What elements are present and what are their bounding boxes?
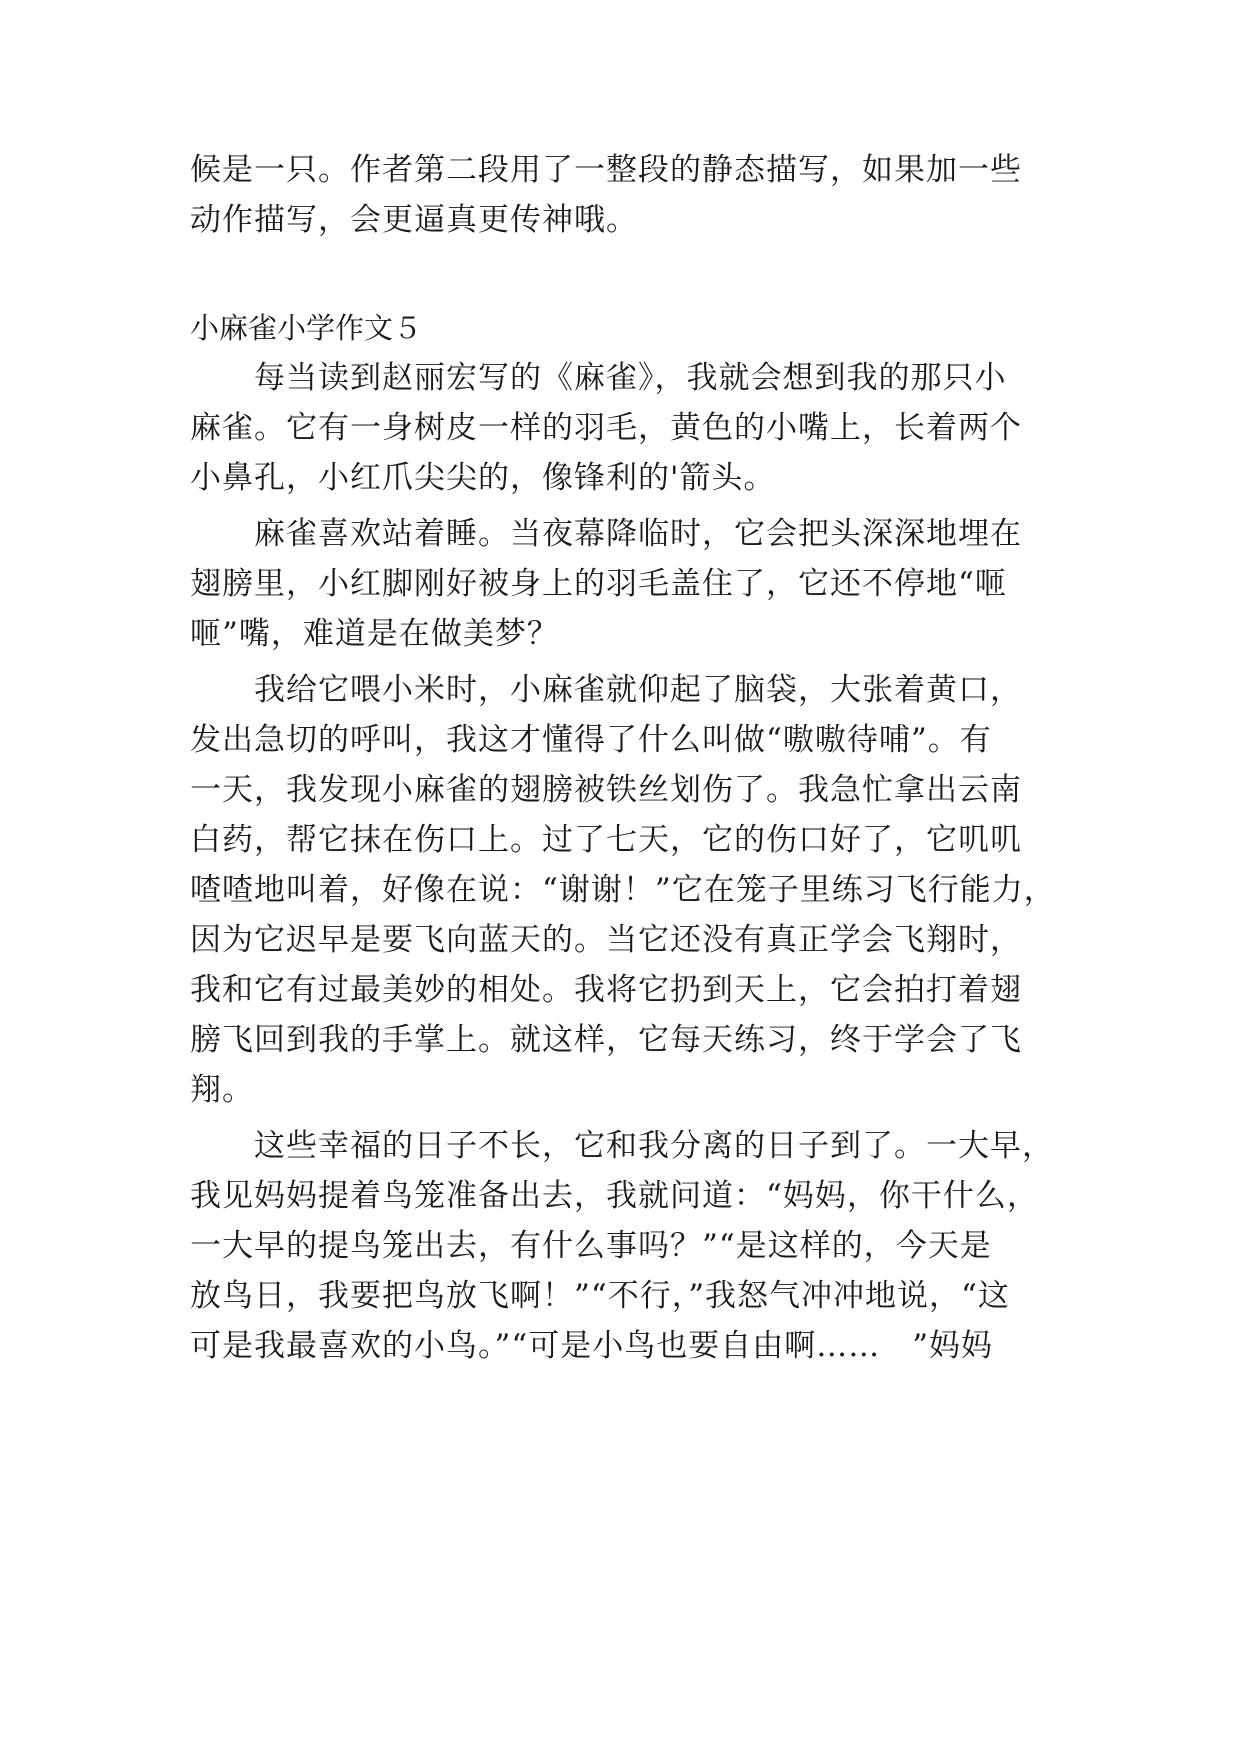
text-line: 膀飞回到我的手掌上。就这样，它每天练习，终于学会了飞: [190, 1022, 1022, 1058]
text-line: 翅膀里，小红脚刚好被身上的羽毛盖住了，它还不停地“咂: [190, 566, 1007, 602]
text-line: 我和它有过最美妙的相处。我将它扔到天上，它会拍打着翅: [190, 972, 1022, 1008]
text-line: 麻雀。它有一身树皮一样的羽毛，黄色的小嘴上，长着两个: [190, 410, 1022, 446]
text-line: 因为它迟早是要飞向蓝天的。当它还没有真正学会飞翔时，: [190, 922, 1022, 958]
text-line: 候是一只。作者第二段用了一整段的静态描写，如果加一些: [190, 152, 1022, 188]
section-title: 小麻雀小学作文５: [190, 311, 423, 345]
text-line: 可是我最喜欢的小鸟。”“可是小鸟也要自由啊…… ”妈妈: [190, 1328, 994, 1364]
text-line: 翔。: [190, 1072, 254, 1108]
text-line: 一大早的提鸟笼出去，有什么事吗？”“是这样的，今天是: [190, 1228, 992, 1264]
text-line: 喳喳地叫着，好像在说：“谢谢！”它在笼子里练习飞行能力，: [190, 872, 1056, 908]
text-line: 白药，帮它抹在伤口上。过了七天，它的伤口好了，它叽叽: [190, 822, 1022, 858]
text-line: 我给它喂小米时，小麻雀就仰起了脑袋，大张着黄口，: [190, 672, 1022, 708]
text-line: 麻雀喜欢站着睡。当夜幕降临时，它会把头深深地埋在: [190, 516, 1022, 552]
text-line: 动作描写，会更逼真更传神哦。: [190, 202, 638, 238]
text-line: 一天，我发现小麻雀的翅膀被铁丝划伤了。我急忙拿出云南: [190, 772, 1022, 808]
text-line: 每当读到赵丽宏写的《麻雀》，我就会想到我的那只小: [190, 360, 1007, 396]
text-line: 这些幸福的日子不长，它和我分离的日子到了。一大早，: [190, 1128, 1054, 1164]
text-line: 我见妈妈提着鸟笼准备出去，我就问道：“妈妈，你干什么，: [190, 1178, 1039, 1214]
text-line: 发出急切的呼叫，我这才懂得了什么叫做“嗷嗷待哺”。有: [190, 722, 992, 758]
text-line: 咂”嘴，难道是在做美梦？: [190, 616, 559, 652]
text-line: 小鼻孔，小红爪尖尖的，像锋利的'箭头。: [190, 460, 776, 496]
text-line: 放鸟日，我要把鸟放飞啊！”“不行，”我怒气冲冲地说，“这: [190, 1278, 1010, 1314]
